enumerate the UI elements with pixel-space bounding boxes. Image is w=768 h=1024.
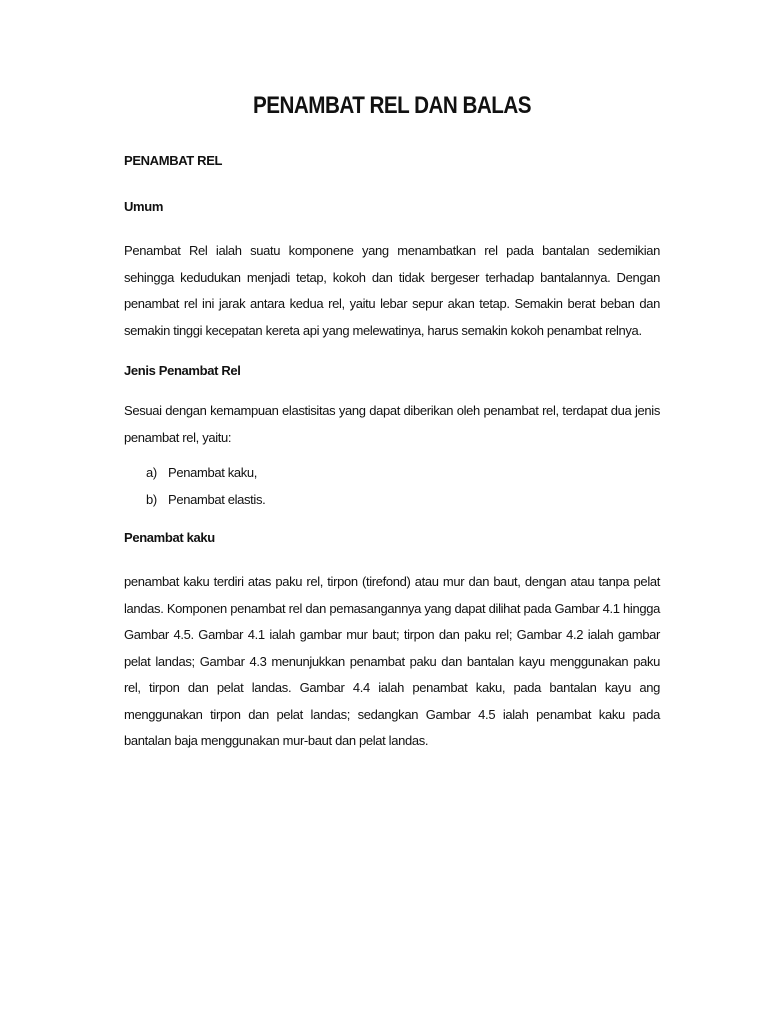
list-item-text: Penambat elastis.	[168, 492, 266, 507]
list-item	[124, 459, 660, 486]
list-item	[124, 486, 660, 513]
list-marker: a)	[146, 465, 157, 480]
subheading-penambat-kaku: Penambat kaku	[124, 530, 215, 545]
list-item-text: Penambat kaku,	[168, 465, 258, 480]
document-body	[124, 148, 660, 755]
section-heading: PENAMBAT REL	[124, 153, 223, 168]
paragraph-penambat-kaku: penambat kaku terdiri atas paku rel, tirpon (tirefond) atau mur dan baut, dengan atau tanpa pelat landas. Komponen penambat rel dan pemasangannya yang dapat dilihat pada Gambar 4.1 hingga Gambar 4.5. Gambar 4.1 ialah gambar mur baut; tirpon dan paku rel; Gambar 4.2 ialah gambar pelat landas; Gambar 4.3 menunjukkan penambat paku dan bantalan kayu menggunakan paku rel, tirpon dan pelat landas. Gambar 4.4 ialah penambat kaku, pada bantalan kayu ang menggunakan tirpon dan pelat landas; sedangkan Gambar 4.5 ialah penambat kaku pada bantalan baja menggunakan mur-baut dan pelat landas.	[124, 574, 660, 748]
subheading-umum: Umum	[124, 199, 164, 214]
subheading-jenis-penambat: Jenis Penambat Rel	[124, 363, 241, 378]
document-title: PENAMBAT REL DAN BALAS	[253, 92, 531, 119]
list-marker: b)	[146, 492, 157, 507]
penambat-type-list	[124, 459, 660, 513]
paragraph-umum: Penambat Rel ialah suatu komponene yang menambatkan rel pada bantalan sedemikian sehingga kedudukan menjadi tetap, kokoh dan tidak bergeser terhadap bantalannya. Dengan penambat rel ini jarak antara kedua rel, yaitu lebar sepur akan tetap. Semakin berat beban dan semakin tinggi kecepatan kereta api yang melewatinya, harus semakin kokoh penambat relnya.	[124, 243, 660, 338]
paragraph-jenis-penambat: Sesuai dengan kemampuan elastisitas yang dapat diberikan oleh penambat rel, terdapat dua jenis penambat rel, yaitu:	[124, 403, 660, 445]
